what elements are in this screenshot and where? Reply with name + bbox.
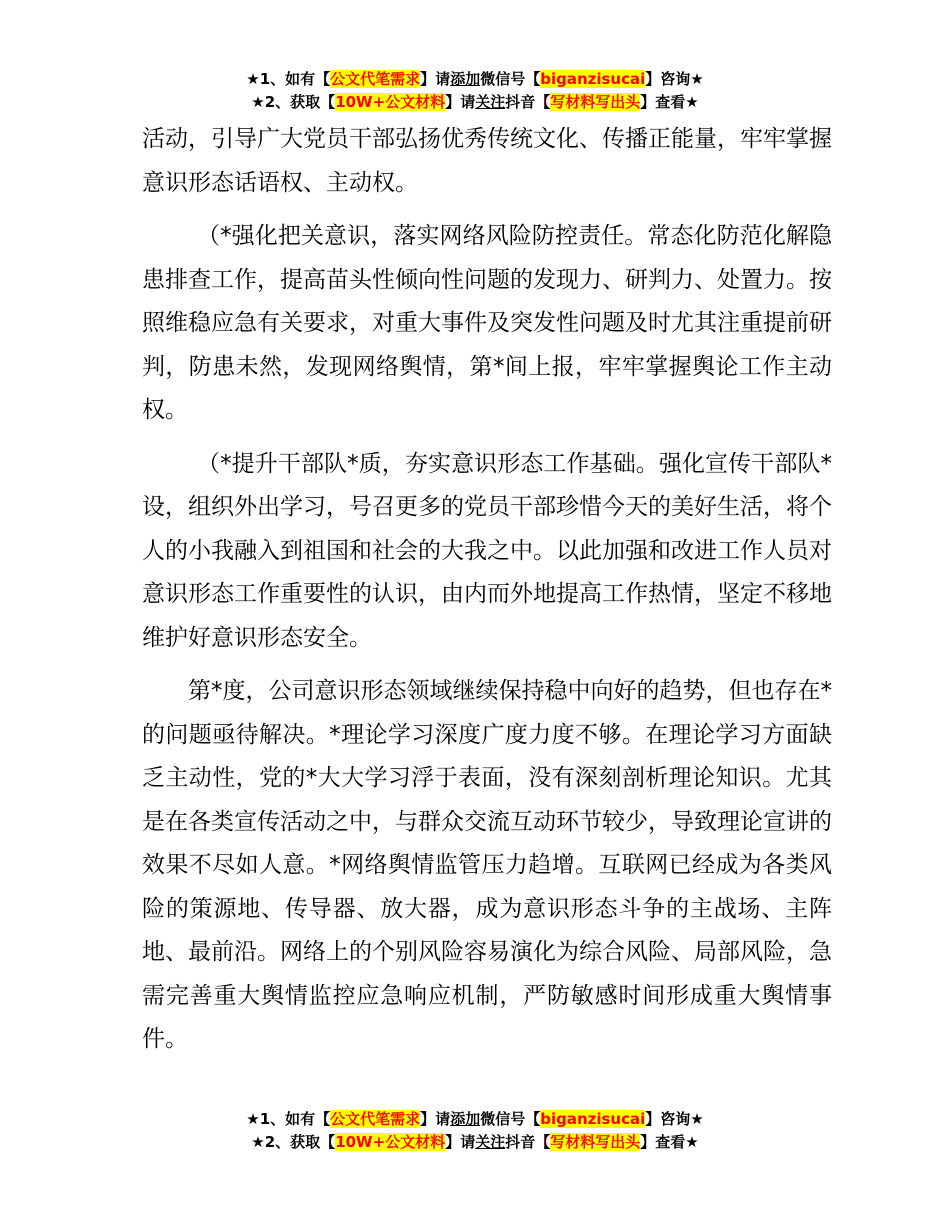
footer-banner bbox=[0, 1108, 950, 1154]
banner-text: 】请 bbox=[445, 1133, 476, 1151]
banner-line-2 bbox=[0, 1131, 950, 1154]
banner-text: 】咨询★ bbox=[645, 70, 704, 88]
banner-text: ★1、如有【 bbox=[246, 70, 331, 88]
banner-line-1 bbox=[0, 1108, 950, 1131]
paragraph: 活动，引导广大党员干部弘扬优秀传统文化、传播正能量，牢牢掌握意识形态话语权、主动权。 bbox=[142, 126, 832, 196]
banner-underlined: 添加 bbox=[450, 70, 481, 88]
banner-highlight: biganzisucai bbox=[540, 70, 646, 88]
banner-highlight: 10W+公文材料 bbox=[335, 1133, 446, 1151]
banner-highlight: 写材料写出头 bbox=[550, 93, 641, 111]
banner-text: 抖音【 bbox=[505, 93, 551, 111]
paragraph: （*提升干部队*质，夯实意识形态工作基础。强化宣传干部队*设，组织外出学习，号召更多的党员干部珍惜今天的美好生活，将个人的小我融入到祖国和社会的大我之中。以此加强和改进工作人员对意识形态工作重要性的认识，由内而外地提高工作热情，坚定不移地维护好意识形态安全。 bbox=[142, 450, 832, 651]
banner-text: 】请 bbox=[420, 1110, 451, 1128]
banner-highlight: 写材料写出头 bbox=[550, 1133, 641, 1151]
banner-text: 】查看★ bbox=[640, 1133, 699, 1151]
banner-underlined: 添加 bbox=[450, 1110, 481, 1128]
banner-underlined: 关注 bbox=[475, 1133, 506, 1151]
banner-text: 微信号【 bbox=[480, 70, 541, 88]
banner-highlight: 10W+公文材料 bbox=[335, 93, 446, 111]
banner-text: ★2、获取【 bbox=[251, 1133, 336, 1151]
banner-line-2 bbox=[0, 91, 950, 114]
banner-text: 微信号【 bbox=[480, 1110, 541, 1128]
banner-text: 】请 bbox=[445, 93, 476, 111]
banner-text: 】查看★ bbox=[640, 93, 699, 111]
paragraph: （*强化把关意识，落实网络风险防控责任。常态化防范化解隐患排查工作，提高苗头性倾向性问题的发现力、研判力、处置力。按照维稳应急有关要求，对重大事件及突发性问题及时尤其注重提前研判，防患未然，发现网络舆情，第*间上报，牢牢掌握舆论工作主动权。 bbox=[142, 223, 832, 423]
banner-highlight: 公文代笔需求 bbox=[330, 1110, 421, 1128]
banner-underlined: 关注 bbox=[475, 93, 506, 111]
banner-text: ★1、如有【 bbox=[246, 1110, 331, 1128]
document-body bbox=[142, 118, 832, 1072]
banner-highlight: 公文代笔需求 bbox=[330, 70, 421, 88]
banner-text: 抖音【 bbox=[505, 1133, 551, 1151]
banner-line-1 bbox=[0, 68, 950, 91]
header-banner bbox=[0, 68, 950, 114]
paragraph: 第*度，公司意识形态领域继续保持稳中向好的趋势，但也存在*的问题亟待解决。*理论学习深度广度力度不够。在理论学习方面缺乏主动性，党的*大大学习浮于表面，没有深刻剖析理论知识。尤其是在各类宣传活动之中，与群众交流互动环节较少，导致理论宣讲的效果不尽如人意。*网络舆情监管压力趋增。互联网已经成为各类风险的策源地、传导器、放大器，成为意识形态斗争的主战场、主阵地、最前沿。网络上的个别风险容易演化为综合风险、局部风险，急需完善重大舆情监控应急响应机制，严防敏感时间形成重大舆情事件。 bbox=[142, 678, 832, 1052]
banner-text: ★2、获取【 bbox=[251, 93, 336, 111]
banner-text: 】请 bbox=[420, 70, 451, 88]
banner-text: 】咨询★ bbox=[645, 1110, 704, 1128]
banner-highlight: biganzisucai bbox=[540, 1110, 646, 1128]
